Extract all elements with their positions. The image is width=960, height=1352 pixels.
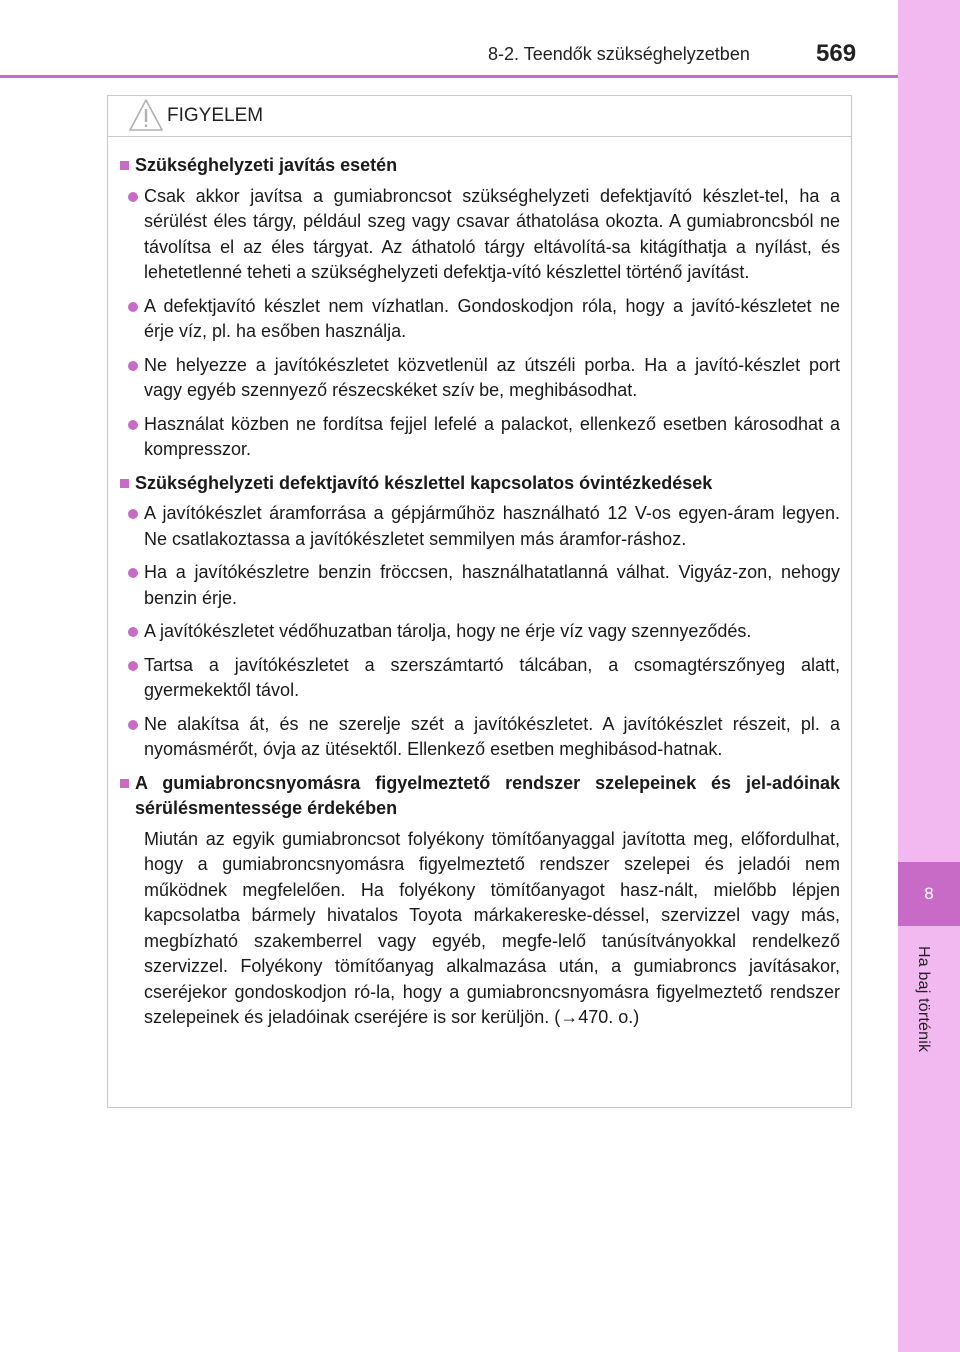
side-tab bbox=[898, 0, 960, 1352]
square-bullet-icon bbox=[120, 161, 129, 170]
circle-bullet-icon bbox=[128, 420, 138, 430]
page-number: 569 bbox=[816, 40, 857, 67]
warning-body bbox=[108, 137, 851, 1031]
list-item: Tartsa a javítókészletet a szerszámtartó tálcában, a csomagtérszőnyeg alatt, gyermekektől távol. bbox=[128, 653, 840, 704]
circle-bullet-icon bbox=[128, 509, 138, 519]
chapter-label: Ha baj történik bbox=[915, 946, 932, 1053]
circle-bullet-icon bbox=[128, 192, 138, 202]
list-item: Csak akkor javítsa a gumiabroncsot szükséghelyzeti defektjavító készlet-tel, ha a sérülést éles tárgy, például szeg vagy csavar áthatolása okozta. A gumiabroncsból ne távolítsa el az éles tárgyat. Az áthatoló tárgy eltávolítá-sa kitágíthatja a nyílást, és lehetetlenné teheti a szükséghelyzeti defektja-vító készlettel történő javítást. bbox=[128, 184, 840, 286]
circle-bullet-icon bbox=[128, 627, 138, 637]
circle-bullet-icon bbox=[128, 302, 138, 312]
list-item: Ne helyezze a javítókészletet közvetlenül az útszéli porba. Ha a javító-készlet port vagy egyéb szennyező részecskéket szív be, meghibásodhat. bbox=[128, 353, 840, 404]
list-item: A defektjavító készlet nem vízhatlan. Gondoskodjon róla, hogy a javító-készletet ne érje víz, pl. ha esőben használja. bbox=[128, 294, 840, 345]
square-bullet-icon bbox=[120, 779, 129, 788]
list-item: A javítókészletet védőhuzatban tárolja, hogy ne érje víz vagy szennyeződés. bbox=[128, 619, 840, 645]
section-header: 8-2. Teendők szükséghelyzetben bbox=[488, 44, 750, 64]
section-paragraph: Miután az egyik gumiabroncsot folyékony tömítőanyaggal javította meg, előfordulhat, hogy a gumiabroncsnyomásra figyelmeztető rendszer szelepei és jeladói nem működnek megfelelően. Ha folyékony tömítőanyagot hasz-nált, mielőbb lépjen kapcsolatba bármely hivatalos Toyota márkakereske-déssel, szervizzel vagy más, megbízható szakemberrel vagy egyéb, megfe-lelő tanúsítványokkal rendelkező szervizzel. Folyékony tömítőanyag alkalmazása után, a gumiabroncs javításakor, cseréjekor gondoskodjon ró-la, hogy a gumiabroncsnyomásra figyelmeztető rendszer szelepeinek és jeladóinak cseréjére is sor kerüljön. (→470. o.) bbox=[144, 828, 840, 1027]
circle-bullet-icon bbox=[128, 568, 138, 578]
warning-box bbox=[107, 95, 852, 1108]
list-item: A javítókészlet áramforrása a gépjárműhöz használható 12 V-os egyen-áram legyen. Ne csatlakoztassa a javítókészletet semmilyen más áramfor-ráshoz. bbox=[128, 501, 840, 552]
list-item: Használat közben ne fordítsa fejjel lefelé a palackot, ellenkező esetben károsodhat a kompresszor. bbox=[128, 412, 840, 463]
chapter-number: 8 bbox=[898, 862, 960, 926]
section-heading: Szükséghelyzeti defektjavító készlettel kapcsolatos óvintézkedések bbox=[120, 471, 840, 497]
list-item: Ne alakítsa át, és ne szerelje szét a javítókészletet. A javítókészlet részeit, pl. a nyomásmérőt, óvja az ütésektől. Ellenkező esetben meghibásod-hatnak. bbox=[128, 712, 840, 763]
warning-triangle-icon bbox=[128, 98, 164, 137]
section-heading: Szükséghelyzeti javítás esetén bbox=[120, 153, 840, 179]
square-bullet-icon bbox=[120, 479, 129, 488]
list-item: Ha a javítókészletre benzin fröccsen, használhatatlanná válhat. Vigyáz-zon, nehogy benzin érje. bbox=[128, 560, 840, 611]
circle-bullet-icon bbox=[128, 720, 138, 730]
circle-bullet-icon bbox=[128, 661, 138, 671]
circle-bullet-icon bbox=[128, 361, 138, 371]
section-heading: A gumiabroncsnyomásra figyelmeztető rendszer szelepeinek és jel-adóinak sérülésmentessége érdekében bbox=[120, 771, 840, 822]
header-rule bbox=[0, 75, 898, 78]
warning-box-header bbox=[108, 96, 851, 137]
warning-title: FIGYELEM bbox=[167, 105, 264, 126]
